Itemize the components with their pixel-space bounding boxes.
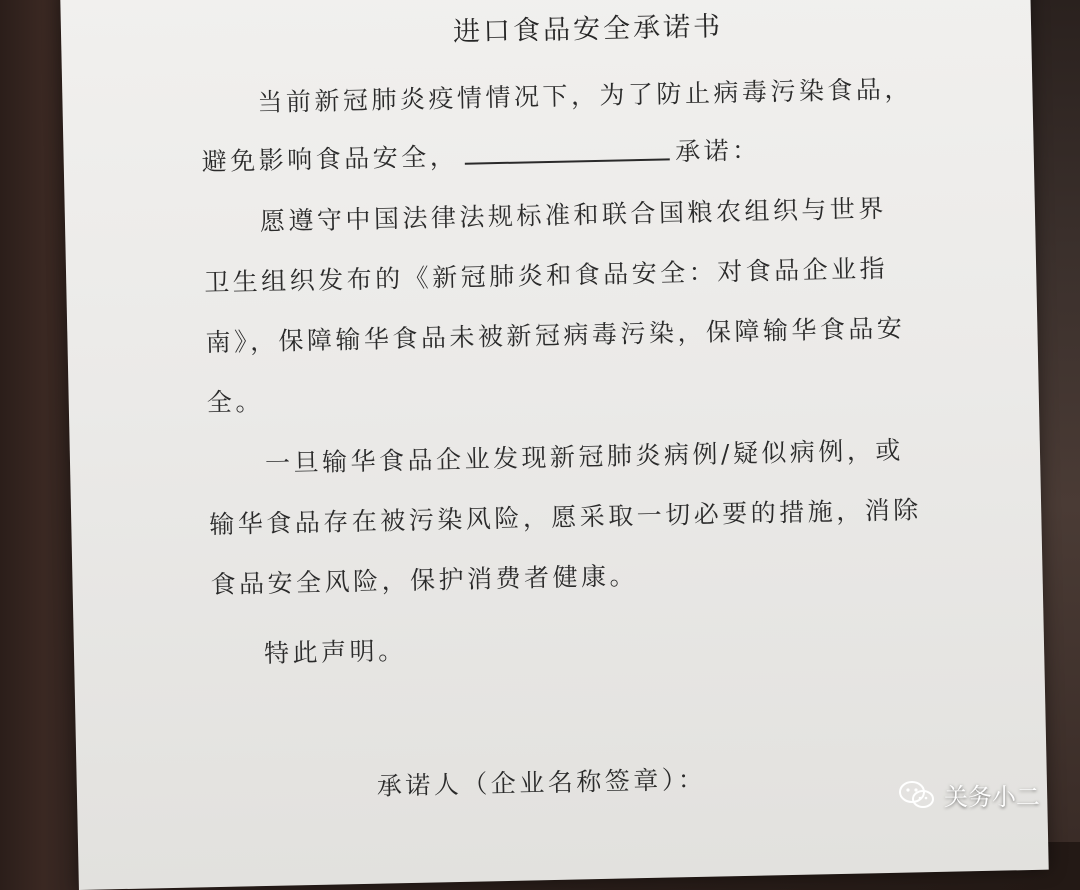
paragraph-line-9: 食品安全风险，保护消费者健康。 <box>210 561 639 600</box>
paragraph-line-2 <box>201 131 761 179</box>
paragraph-line-8: 输华食品存在被污染风险，愿采取一切必要的措施，消除 <box>209 495 922 540</box>
paper-sheet <box>60 0 1049 890</box>
signatory-label: 承诺人（企业名称签章）： <box>376 764 707 801</box>
wechat-icon <box>898 779 936 811</box>
paragraph-line-4: 卫生组织发布的《新冠肺炎和食品安全：对食品企业指 <box>203 253 889 298</box>
signature-blank <box>464 136 669 164</box>
watermark-text: 关务小二 <box>944 783 1040 811</box>
paragraph-line-6: 全。 <box>206 386 265 418</box>
watermark <box>898 777 1040 812</box>
document-title: 进口食品安全承诺书 <box>452 11 724 48</box>
paragraph-line-2-text: 避免影响食品安全， <box>201 141 459 177</box>
declaration-line: 特此声明。 <box>263 636 407 669</box>
paragraph-line-7: 一旦输华食品企业发现新冠肺炎病例/疑似病例，或 <box>264 435 905 478</box>
paragraph-line-3: 愿遵守中国法律法规标准和联合国粮农组织与世界 <box>259 193 888 237</box>
paragraph-line-5: 南》，保障输华食品未被新冠病毒污染，保障输华食品安 <box>205 313 906 358</box>
paragraph-line-2-tail: 承诺： <box>674 135 761 167</box>
paragraph-line-1: 当前新冠肺炎疫情情况下，为了防止病毒污染食品， <box>257 74 914 118</box>
